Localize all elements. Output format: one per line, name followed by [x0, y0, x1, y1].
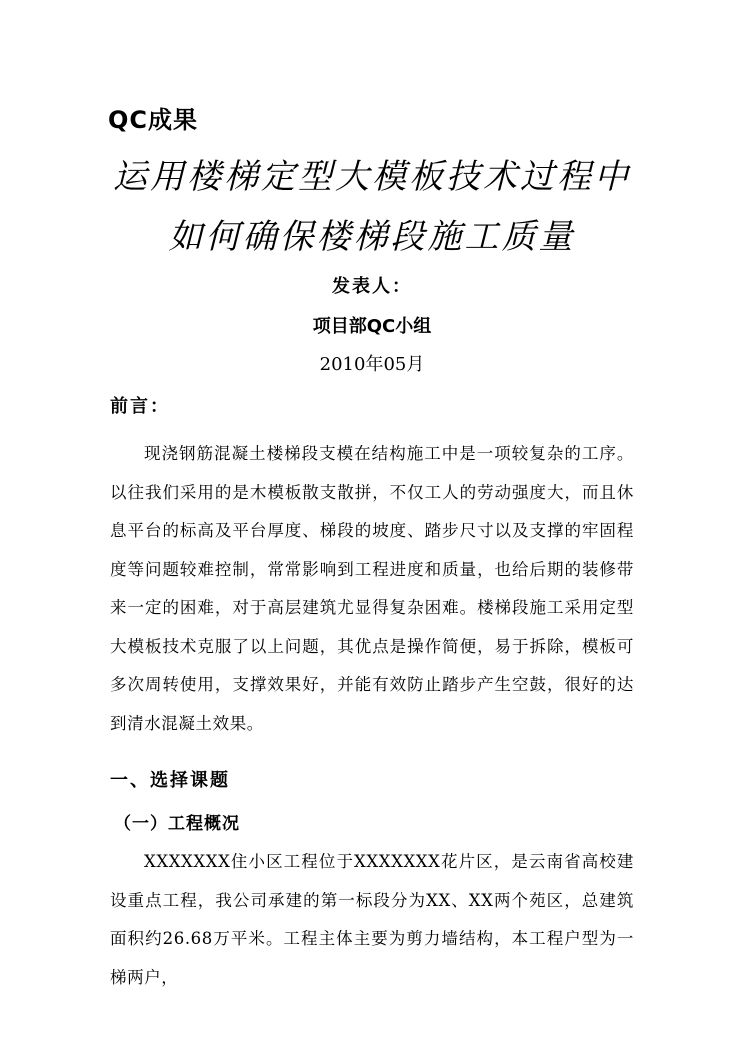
title-line-2: 如何确保楼梯段施工质量 — [168, 217, 576, 257]
project-overview-paragraph: XXXXXXX住小区工程位于XXXXXXX花片区，是云南省高校建设重点工程，我公司承建的第一标段分为XX、XX两个苑区，总建筑面积约26.68万平米。工程主体主要为剪力墙结构，本工程户型为一梯两户， — [110, 852, 634, 987]
preface-heading: 前言： — [110, 396, 170, 417]
title-line-1: 运用楼梯定型大模板技术过程中 — [113, 157, 631, 197]
document-type-label: QC成果 — [108, 106, 199, 134]
preface-paragraph: 现浇钢筋混凝土楼梯段支模在结构施工中是一项较复杂的工序。以往我们采用的是木模板散支散拼，不仅工人的劳动强度大，而且休息平台的标高及平台厚度、梯段的坡度、踏步尺寸以及支撑的牢固程度等问题较难控制，常常影响到工程进度和质量，也给后期的装修带来一定的困难，对于高层建筑尤显得复杂困难。楼梯段施工采用定型大模板技术克服了以上问题，其优点是操作简便，易于拆除，模板可多次周转使用，支撑效果好，并能有效防止踏步产生空鼓，很好的达到清水混凝土效果。 — [110, 444, 634, 733]
subsection-heading-project-overview: （一）工程概况 — [114, 814, 240, 834]
section-heading-select-topic: 一、选择课题 — [110, 770, 230, 791]
publish-date: 2010年05月 — [319, 354, 425, 375]
presenter-label: 发表人： — [332, 276, 412, 297]
presenter-group: 项目部QC小组 — [312, 316, 432, 337]
